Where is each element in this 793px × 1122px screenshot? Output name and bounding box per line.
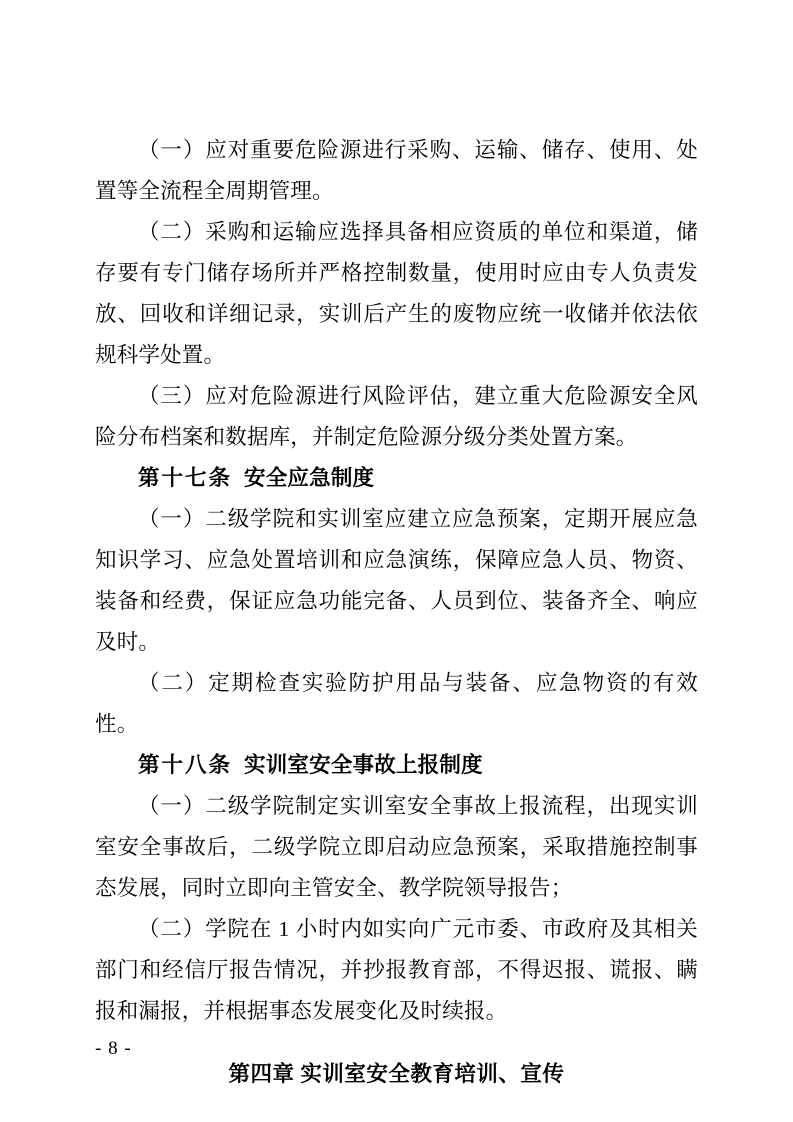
document-body [95,130,698,1095]
article-18-item-1: （一）二级学院制定实训室安全事故上报流程，出现实训室安全事故后，二级学院立即启动应急预案，采取措施控制事态发展，同时立即向主管安全、教学院领导报告； [95,794,698,900]
paragraph-item-1: （一）应对重要危险源进行采购、运输、储存、使用、处置等全流程全周期管理。 [95,138,698,203]
article-18-item-2: （二）学院在 1 小时内如实向广元市委、市政府及其相关部门和经信厅报告情况，并抄报教育部，不得迟报、谎报、瞒报和漏报，并根据事态发展变化及时续报。 [95,917,698,1023]
article-17-item-1: （一）二级学院和实训室应建立应急预案，定期开展应急知识学习、应急处置培训和应急演练，保障应急人员、物资、装备和经费，保证应急功能完备、人员到位、装备齐全、响应及时。 [95,507,698,654]
page-number: - 8 - [95,1038,132,1059]
paragraph-item-2: （二）采购和运输应选择具备相应资质的单位和渠道，储存要有专门储存场所并严格控制数量，使用时应由专人负责发放、回收和详细记录，实训后产生的废物应统一收储并依法依规科学处置。 [95,220,698,367]
article-number: 第十七条 [138,466,233,490]
article-title: 实训室安全事故上报制度 [244,753,483,777]
article-heading-18 [95,745,698,786]
article-heading-17 [95,458,698,499]
article-number: 第十八条 [138,753,233,777]
paragraph-item-3: （三）应对危险源进行风险评估，建立重大危险源安全风险分布档案和数据库，并制定危险源分级分类处置方案。 [95,384,698,449]
article-17-item-2: （二）定期检查实验防护用品与装备、应急物资的有效性。 [95,671,698,736]
chapter-heading-4: 第四章 实训室安全教育培训、宣传 [228,1062,565,1086]
article-title: 安全应急制度 [244,466,375,490]
